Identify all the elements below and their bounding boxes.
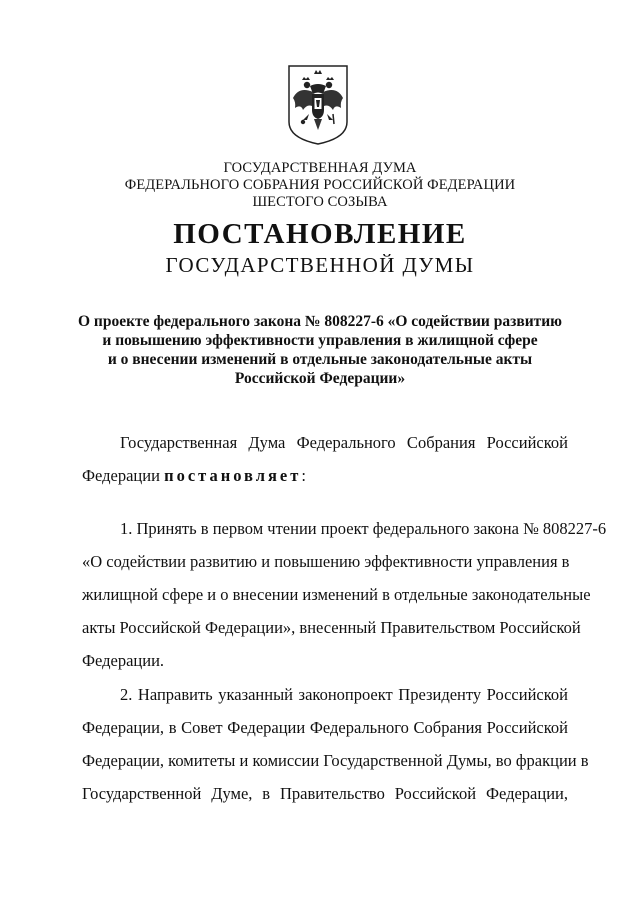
- item-2-paragraph: [82, 678, 589, 810]
- convocation-line: ШЕСТОГО СОЗЫВА: [252, 194, 388, 210]
- subject-line-4: Российской Федерации»: [234, 370, 406, 387]
- coat-of-arms-emblem: [287, 64, 349, 146]
- item-1-line-4: акты Российской Федерации», внесенный Правительством Российской: [82, 618, 581, 637]
- preamble-paragraph: [82, 426, 568, 492]
- item-2-line-4: Государственной Думе, в Правительство Российской Федерации,: [82, 784, 568, 803]
- document-subtitle: ГОСУДАРСТВЕННОЙ ДУМЫ: [165, 253, 475, 277]
- item-1-line-2: «О содействии развитию и повышению эффективности управления в: [82, 552, 570, 571]
- org-name-line-2: ФЕДЕРАЛЬНОГО СОБРАНИЯ РОССИЙСКОЙ ФЕДЕРАЦИИ: [124, 177, 516, 193]
- item-2-line-3: Федерации, комитеты и комиссии Государственной Думы, во фракции в: [82, 751, 589, 770]
- item-2-line-1: 2. Направить указанный законопроект Президенту Российской: [120, 685, 568, 704]
- document-subject: [60, 312, 580, 388]
- preamble-text: Федерации: [82, 466, 165, 485]
- item-1-line-3: жилищной сфере и о внесении изменений в отдельные законодательные: [82, 585, 591, 604]
- preamble-line-2: [82, 459, 568, 492]
- resolves-word: постановляет: [164, 466, 302, 485]
- item-1-paragraph: [82, 512, 607, 677]
- subject-line-3: и о внесении изменений в отдельные законодательные акты: [107, 351, 533, 368]
- item-1-line-5: Федерации.: [82, 651, 165, 670]
- preamble-line-1: Государственная Дума Федерального Собрания Российской: [120, 433, 568, 452]
- document-title: ПОСТАНОВЛЕНИЕ: [173, 218, 467, 250]
- item-2-line-2: Федерации, в Совет Федерации Федерального Собрания Российской: [82, 718, 568, 737]
- subject-line-2: и повышению эффективности управления в жилищной сфере: [102, 332, 538, 349]
- item-1-line-1: 1. Принять в первом чтении проект федерального закона № 808227-6: [120, 519, 607, 538]
- org-name-line-1: ГОСУДАРСТВЕННАЯ ДУМА: [223, 160, 417, 176]
- subject-line-1: О проекте федерального закона № 808227-6 «О содействии развитию: [77, 313, 563, 330]
- preamble-colon: :: [301, 466, 306, 485]
